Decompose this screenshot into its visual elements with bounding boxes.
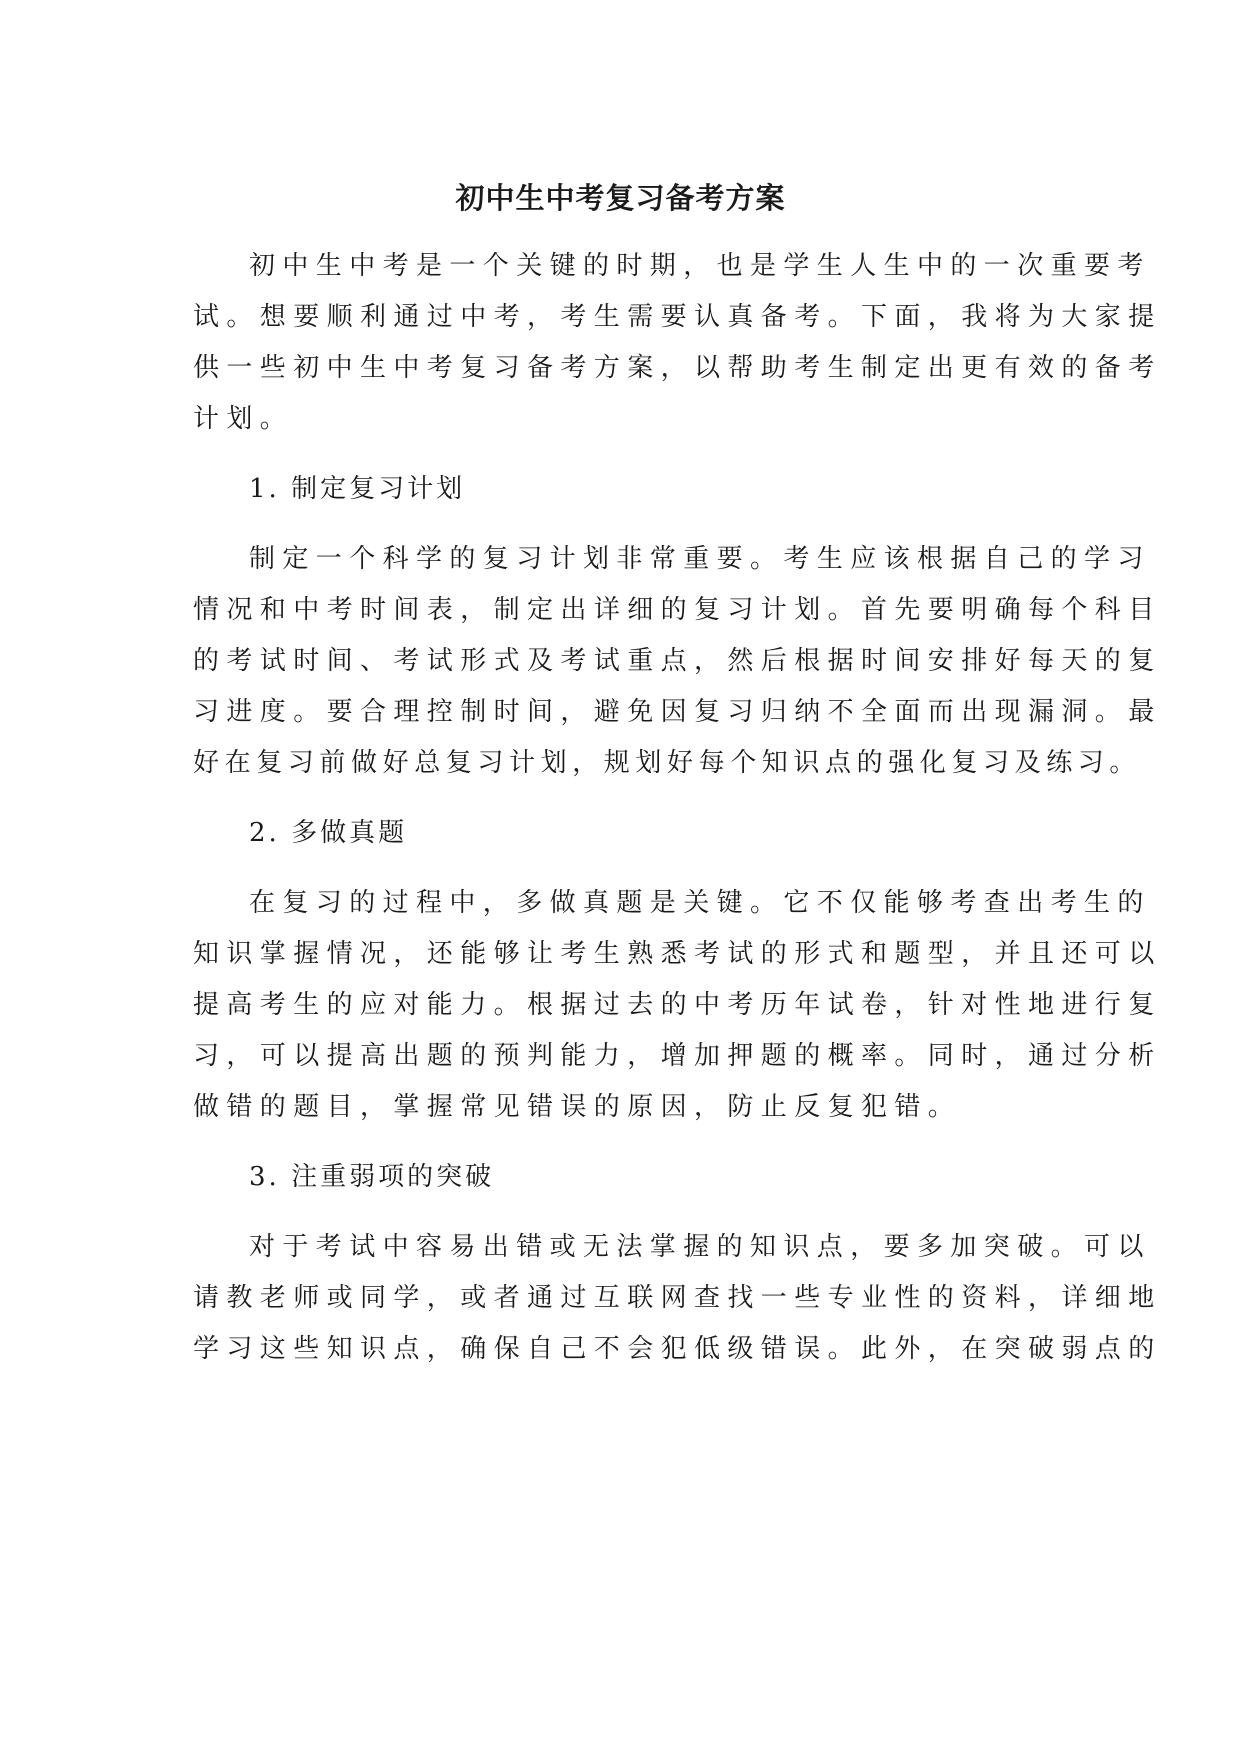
section-2-line-2: 知识掌握情况，还能够让考生熟悉考试的形式和题型，并且还可以 [193,939,1162,969]
intro-line-3: 供一些初中生中考复习备考方案，以帮助考生制定出更有效的备考 [193,353,1162,383]
section-2-heading: 2. 多做真题 [249,818,408,848]
section-3-line-1: 对于考试中容易出错或无法掌握的知识点，要多加突破。可以 [249,1232,1151,1262]
section-2-line-4: 习，可以提高出题的预判能力，增加押题的概率。同时，通过分析 [193,1041,1162,1071]
section-1-line-3: 的考试时间、考试形式及考试重点，然后根据时间安排好每天的复 [193,646,1162,676]
section-1-line-4: 习进度。要合理控制时间，避免因复习归纳不全面而出现漏洞。最 [193,697,1162,727]
section-2-line-1: 在复习的过程中，多做真题是关键。它不仅能够考查出考生的 [249,888,1151,918]
intro-line-2: 试。想要顺利通过中考，考生需要认真备考。下面，我将为大家提 [193,302,1162,332]
intro-line-1: 初中生中考是一个关键的时期，也是学生人生中的一次重要考 [249,251,1151,281]
section-2-line-3: 提高考生的应对能力。根据过去的中考历年试卷，针对性地进行复 [193,990,1162,1020]
section-1-line-5: 好在复习前做好总复习计划，规划好每个知识点的强化复习及练习。 [193,748,1142,778]
section-3-heading: 3. 注重弱项的突破 [249,1162,495,1192]
section-2-line-5: 做错的题目，掌握常见错误的原因，防止反复犯错。 [193,1092,962,1122]
intro-line-4: 计划。 [193,404,294,434]
document-title: 初中生中考复习备考方案 [455,181,786,215]
section-3-line-2: 请教老师或同学，或者通过互联网查找一些专业性的资料，详细地 [193,1283,1162,1313]
section-1-line-1: 制定一个科学的复习计划非常重要。考生应该根据自己的学习 [249,544,1151,574]
section-1-heading: 1. 制定复习计划 [249,474,466,504]
section-3-line-3: 学习这些知识点，确保自己不会犯低级错误。此外，在突破弱点的 [193,1334,1162,1364]
section-1-line-2: 情况和中考时间表，制定出详细的复习计划。首先要明确每个科目 [193,595,1162,625]
